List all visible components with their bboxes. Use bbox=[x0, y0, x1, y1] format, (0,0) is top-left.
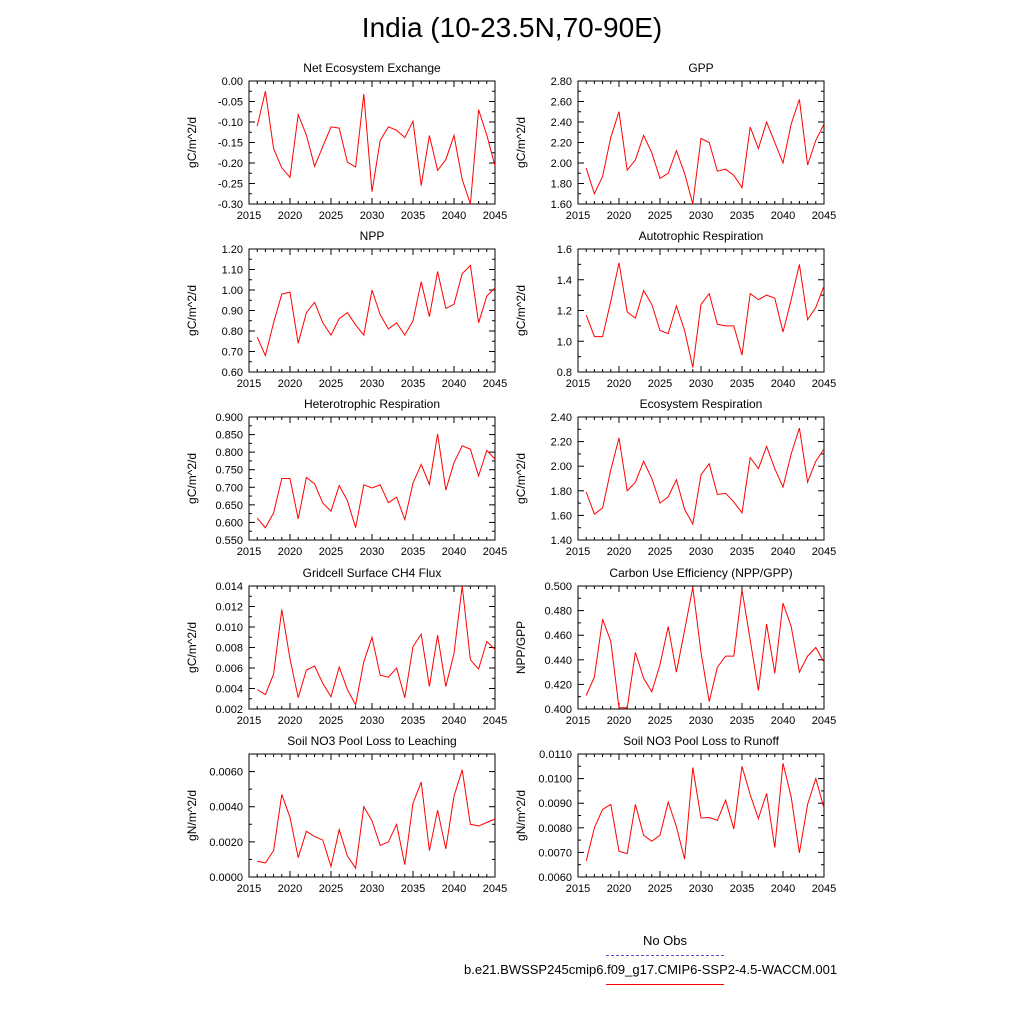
panel-soil-no3-pool-loss-to-leaching-xtick-label: 2045 bbox=[482, 883, 508, 895]
panel-gpp-ytick-label: 2.80 bbox=[550, 76, 572, 88]
panel-gpp-xtick-label: 2025 bbox=[647, 210, 673, 222]
panel-heterotrophic-respiration-xtick-label: 2035 bbox=[400, 546, 426, 558]
panel-npp-title: NPP bbox=[359, 229, 385, 243]
panel-gridcell-surface-ch4-flux-xtick-label: 2035 bbox=[400, 715, 426, 727]
panel-ecosystem-respiration-ytick-label: 1.80 bbox=[550, 485, 572, 498]
panel-gpp-ytick-label: 2.00 bbox=[550, 158, 572, 170]
panel-carbon-use-efficiency-npp-gpp-xtick-label: 2045 bbox=[811, 715, 837, 727]
panel-soil-no3-pool-loss-to-leaching-ylabel: gN/m^2/d bbox=[185, 790, 199, 841]
panel-ecosystem-respiration-ytick-label: 1.40 bbox=[550, 535, 572, 547]
panel-gpp-xtick-label: 2040 bbox=[770, 210, 796, 222]
panel-heterotrophic-respiration-ytick-label: 0.750 bbox=[215, 464, 243, 477]
panel-soil-no3-pool-loss-to-runoff-ytick-label: 0.0110 bbox=[539, 749, 572, 761]
panel-gpp-series-line bbox=[586, 99, 824, 204]
panel-autotrophic-respiration-frame bbox=[578, 249, 824, 372]
panel-soil-no3-pool-loss-to-leaching-ytick-label: 0.0000 bbox=[209, 872, 243, 884]
legend-model-label: b.e21.BWSSP245cmip6.f09_g17.CMIP6-SSP2-4.5-WACCM.001 bbox=[464, 962, 838, 977]
panel-net-ecosystem-exchange-xtick-label: 2020 bbox=[277, 210, 303, 222]
panel-net-ecosystem-exchange-ytick-label: -0.15 bbox=[217, 137, 243, 150]
panel-net-ecosystem-exchange-xtick-label: 2025 bbox=[318, 210, 344, 222]
panel-npp-frame bbox=[249, 249, 495, 372]
panel-autotrophic-respiration-xtick-label: 2045 bbox=[811, 378, 837, 390]
panel-carbon-use-efficiency-npp-gpp-xtick-label: 2030 bbox=[688, 715, 714, 727]
panel-ecosystem-respiration-title: Ecosystem Respiration bbox=[639, 397, 763, 411]
panel-npp-ylabel: gC/m^2/d bbox=[185, 285, 199, 336]
panel-net-ecosystem-exchange-xtick-label: 2035 bbox=[400, 210, 426, 222]
panel-gpp-title: GPP bbox=[688, 61, 714, 75]
panel-soil-no3-pool-loss-to-runoff bbox=[514, 734, 836, 895]
panel-gridcell-surface-ch4-flux-ytick-label: 0.002 bbox=[215, 704, 243, 716]
panel-heterotrophic-respiration-ytick-label: 0.600 bbox=[215, 517, 243, 530]
panel-heterotrophic-respiration-title: Heterotrophic Respiration bbox=[303, 397, 441, 411]
panel-autotrophic-respiration-ytick-label: 1.0 bbox=[556, 336, 572, 349]
panel-soil-no3-pool-loss-to-leaching-series-line bbox=[257, 770, 495, 868]
panel-gridcell-surface-ch4-flux-series-line bbox=[257, 586, 495, 705]
panel-gridcell-surface-ch4-flux-ytick-label: 0.012 bbox=[215, 601, 243, 614]
panel-ecosystem-respiration bbox=[514, 397, 836, 558]
panel-heterotrophic-respiration-ytick-label: 0.900 bbox=[215, 412, 243, 424]
panel-carbon-use-efficiency-npp-gpp-xtick-label: 2040 bbox=[770, 715, 796, 727]
panel-npp-xtick-label: 2035 bbox=[400, 378, 426, 390]
panel-carbon-use-efficiency-npp-gpp-ytick-label: 0.480 bbox=[544, 605, 572, 618]
panel-gpp-ytick-label: 1.60 bbox=[550, 199, 572, 211]
panel-autotrophic-respiration-xtick-label: 2015 bbox=[565, 378, 591, 390]
panel-net-ecosystem-exchange-xtick-label: 2030 bbox=[359, 210, 385, 222]
panel-net-ecosystem-exchange-ytick-label: -0.10 bbox=[217, 117, 243, 129]
panel-carbon-use-efficiency-npp-gpp-ytick-label: 0.420 bbox=[544, 679, 572, 692]
panel-autotrophic-respiration-xtick-label: 2040 bbox=[770, 378, 796, 390]
panel-soil-no3-pool-loss-to-leaching-ytick-label: 0.0020 bbox=[209, 836, 243, 849]
panel-gpp-ytick-label: 2.60 bbox=[550, 96, 572, 109]
panel-net-ecosystem-exchange bbox=[185, 61, 507, 222]
panel-ecosystem-respiration-ytick-label: 1.60 bbox=[550, 510, 572, 523]
panel-soil-no3-pool-loss-to-runoff-title: Soil NO3 Pool Loss to Runoff bbox=[623, 734, 779, 748]
panel-net-ecosystem-exchange-title: Net Ecosystem Exchange bbox=[303, 61, 441, 75]
panel-gpp bbox=[514, 61, 836, 222]
panel-ecosystem-respiration-ytick-label: 2.40 bbox=[550, 412, 572, 424]
panel-ecosystem-respiration-frame bbox=[578, 417, 824, 540]
panel-carbon-use-efficiency-npp-gpp-title: Carbon Use Efficiency (NPP/GPP) bbox=[609, 566, 793, 580]
panel-autotrophic-respiration-ytick-label: 0.8 bbox=[556, 367, 572, 379]
panel-soil-no3-pool-loss-to-runoff-xtick-label: 2015 bbox=[565, 883, 591, 895]
panel-npp-xtick-label: 2040 bbox=[441, 378, 467, 390]
panel-soil-no3-pool-loss-to-leaching-ytick-label: 0.0060 bbox=[209, 766, 243, 779]
panel-npp-ytick-label: 0.60 bbox=[221, 367, 243, 379]
panel-net-ecosystem-exchange-ytick-label: -0.05 bbox=[217, 96, 243, 109]
panel-soil-no3-pool-loss-to-leaching-title: Soil NO3 Pool Loss to Leaching bbox=[287, 734, 457, 748]
panel-autotrophic-respiration-ytick-label: 1.2 bbox=[556, 305, 572, 318]
panel-carbon-use-efficiency-npp-gpp-xtick-label: 2020 bbox=[606, 715, 632, 727]
panel-gridcell-surface-ch4-flux-title: Gridcell Surface CH4 Flux bbox=[302, 566, 442, 580]
panel-gpp-ytick-label: 2.40 bbox=[550, 117, 572, 129]
panel-soil-no3-pool-loss-to-runoff-xtick-label: 2030 bbox=[688, 883, 714, 895]
panel-heterotrophic-respiration-ytick-label: 0.550 bbox=[215, 535, 243, 547]
panel-ecosystem-respiration-xtick-label: 2020 bbox=[606, 546, 632, 558]
panel-heterotrophic-respiration-ytick-label: 0.700 bbox=[215, 482, 243, 495]
panel-gridcell-surface-ch4-flux-xtick-label: 2045 bbox=[482, 715, 508, 727]
panel-soil-no3-pool-loss-to-runoff-series-line bbox=[586, 763, 824, 861]
panel-gridcell-surface-ch4-flux-xtick-label: 2020 bbox=[277, 715, 303, 727]
panel-autotrophic-respiration-xtick-label: 2025 bbox=[647, 378, 673, 390]
figure-title: India (10-23.5N,70-90E) bbox=[361, 12, 663, 43]
panel-gridcell-surface-ch4-flux-ytick-label: 0.006 bbox=[215, 663, 243, 675]
legend-obs-line bbox=[606, 955, 724, 956]
panel-soil-no3-pool-loss-to-leaching-xtick-label: 2020 bbox=[277, 883, 303, 895]
panel-autotrophic-respiration bbox=[514, 229, 836, 390]
panel-soil-no3-pool-loss-to-runoff-xtick-label: 2045 bbox=[811, 883, 837, 895]
panel-ecosystem-respiration-xtick-label: 2040 bbox=[770, 546, 796, 558]
legend-model-line bbox=[606, 984, 724, 985]
panel-carbon-use-efficiency-npp-gpp-frame bbox=[578, 586, 824, 709]
panel-npp-series-line bbox=[257, 265, 495, 355]
panel-soil-no3-pool-loss-to-runoff-xtick-label: 2040 bbox=[770, 883, 796, 895]
panel-autotrophic-respiration-xtick-label: 2035 bbox=[729, 378, 755, 390]
panel-soil-no3-pool-loss-to-runoff-xtick-label: 2025 bbox=[647, 883, 673, 895]
panel-autotrophic-respiration-xtick-label: 2020 bbox=[606, 378, 632, 390]
panel-ecosystem-respiration-xtick-label: 2030 bbox=[688, 546, 714, 558]
panel-gridcell-surface-ch4-flux bbox=[185, 566, 507, 727]
panel-gridcell-surface-ch4-flux-xtick-label: 2030 bbox=[359, 715, 385, 727]
panel-heterotrophic-respiration-xtick-label: 2025 bbox=[318, 546, 344, 558]
panel-carbon-use-efficiency-npp-gpp-ytick-label: 0.440 bbox=[544, 654, 572, 667]
panel-heterotrophic-respiration-xtick-label: 2030 bbox=[359, 546, 385, 558]
panel-autotrophic-respiration-title: Autotrophic Respiration bbox=[638, 229, 764, 243]
panel-gridcell-surface-ch4-flux-ytick-label: 0.008 bbox=[215, 642, 243, 655]
panel-ecosystem-respiration-xtick-label: 2025 bbox=[647, 546, 673, 558]
panel-ecosystem-respiration-xtick-label: 2045 bbox=[811, 546, 837, 558]
panel-npp-xtick-label: 2030 bbox=[359, 378, 385, 390]
panel-soil-no3-pool-loss-to-runoff-xtick-label: 2035 bbox=[729, 883, 755, 895]
panel-soil-no3-pool-loss-to-runoff-xtick-label: 2020 bbox=[606, 883, 632, 895]
panel-npp-xtick-label: 2020 bbox=[277, 378, 303, 390]
panel-net-ecosystem-exchange-xtick-label: 2015 bbox=[236, 210, 262, 222]
panel-heterotrophic-respiration-ylabel: gC/m^2/d bbox=[185, 453, 199, 504]
panel-heterotrophic-respiration-ytick-label: 0.850 bbox=[215, 429, 243, 442]
panel-carbon-use-efficiency-npp-gpp-xtick-label: 2025 bbox=[647, 715, 673, 727]
panel-soil-no3-pool-loss-to-runoff-ytick-label: 0.0060 bbox=[538, 872, 572, 884]
panel-gridcell-surface-ch4-flux-xtick-label: 2025 bbox=[318, 715, 344, 727]
panel-ecosystem-respiration-ytick-label: 2.00 bbox=[550, 461, 572, 474]
panel-gpp-xtick-label: 2015 bbox=[565, 210, 591, 222]
panel-gridcell-surface-ch4-flux-ytick-label: 0.010 bbox=[215, 622, 243, 634]
panel-carbon-use-efficiency-npp-gpp-ytick-label: 0.500 bbox=[544, 581, 572, 593]
panel-soil-no3-pool-loss-to-runoff-ytick-label: 0.0090 bbox=[538, 798, 572, 811]
panel-ecosystem-respiration-ylabel: gC/m^2/d bbox=[514, 453, 528, 504]
panel-gridcell-surface-ch4-flux-ytick-label: 0.014 bbox=[215, 581, 243, 593]
panel-net-ecosystem-exchange-xtick-label: 2045 bbox=[482, 210, 508, 222]
panel-npp bbox=[185, 229, 507, 390]
panel-soil-no3-pool-loss-to-leaching-xtick-label: 2035 bbox=[400, 883, 426, 895]
panel-gridcell-surface-ch4-flux-xtick-label: 2040 bbox=[441, 715, 467, 727]
panel-npp-xtick-label: 2015 bbox=[236, 378, 262, 390]
panel-heterotrophic-respiration bbox=[185, 397, 507, 558]
panel-net-ecosystem-exchange-frame bbox=[249, 81, 495, 204]
panel-gpp-xtick-label: 2030 bbox=[688, 210, 714, 222]
panel-net-ecosystem-exchange-ytick-label: -0.20 bbox=[217, 158, 243, 170]
panel-heterotrophic-respiration-series-line bbox=[257, 434, 495, 528]
panel-gpp-xtick-label: 2020 bbox=[606, 210, 632, 222]
panel-carbon-use-efficiency-npp-gpp-ylabel: NPP/GPP bbox=[514, 620, 528, 675]
panel-autotrophic-respiration-ylabel: gC/m^2/d bbox=[514, 285, 528, 336]
panel-autotrophic-respiration-xtick-label: 2030 bbox=[688, 378, 714, 390]
panel-npp-ytick-label: 1.00 bbox=[221, 285, 243, 297]
panel-net-ecosystem-exchange-ytick-label: -0.25 bbox=[217, 178, 243, 191]
panel-npp-ytick-label: 0.90 bbox=[221, 305, 243, 318]
panel-soil-no3-pool-loss-to-leaching-ytick-label: 0.0040 bbox=[209, 801, 243, 814]
panel-ecosystem-respiration-series-line bbox=[586, 428, 824, 524]
panel-gridcell-surface-ch4-flux-frame bbox=[249, 586, 495, 709]
panel-npp-ytick-label: 0.70 bbox=[221, 346, 243, 359]
panel-gpp-ytick-label: 1.80 bbox=[550, 178, 572, 191]
panel-carbon-use-efficiency-npp-gpp-series-line bbox=[586, 587, 824, 708]
panel-soil-no3-pool-loss-to-leaching bbox=[185, 734, 507, 895]
panel-gridcell-surface-ch4-flux-ylabel: gC/m^2/d bbox=[185, 622, 199, 673]
panel-heterotrophic-respiration-xtick-label: 2040 bbox=[441, 546, 467, 558]
panel-heterotrophic-respiration-ytick-label: 0.650 bbox=[215, 499, 243, 512]
panel-carbon-use-efficiency-npp-gpp bbox=[514, 566, 836, 727]
panel-ecosystem-respiration-xtick-label: 2015 bbox=[565, 546, 591, 558]
panel-autotrophic-respiration-ytick-label: 1.4 bbox=[556, 274, 572, 287]
panel-net-ecosystem-exchange-ytick-label: -0.30 bbox=[217, 199, 243, 211]
panel-soil-no3-pool-loss-to-leaching-xtick-label: 2025 bbox=[318, 883, 344, 895]
panel-soil-no3-pool-loss-to-leaching-frame bbox=[249, 754, 495, 877]
panel-heterotrophic-respiration-ytick-label: 0.800 bbox=[215, 447, 243, 460]
panel-ecosystem-respiration-ytick-label: 2.20 bbox=[550, 436, 572, 449]
panel-soil-no3-pool-loss-to-runoff-ytick-label: 0.0070 bbox=[538, 847, 572, 860]
panel-heterotrophic-respiration-xtick-label: 2015 bbox=[236, 546, 262, 558]
panel-npp-xtick-label: 2045 bbox=[482, 378, 508, 390]
panel-autotrophic-respiration-ytick-label: 1.6 bbox=[556, 244, 572, 256]
panel-carbon-use-efficiency-npp-gpp-xtick-label: 2035 bbox=[729, 715, 755, 727]
panel-carbon-use-efficiency-npp-gpp-ytick-label: 0.400 bbox=[544, 704, 572, 716]
panel-net-ecosystem-exchange-ytick-label: 0.00 bbox=[221, 76, 243, 88]
panel-autotrophic-respiration-series-line bbox=[586, 263, 824, 368]
panel-heterotrophic-respiration-xtick-label: 2045 bbox=[482, 546, 508, 558]
panel-soil-no3-pool-loss-to-leaching-xtick-label: 2015 bbox=[236, 883, 262, 895]
panel-carbon-use-efficiency-npp-gpp-xtick-label: 2015 bbox=[565, 715, 591, 727]
panel-net-ecosystem-exchange-ylabel: gC/m^2/d bbox=[185, 117, 199, 168]
panel-npp-ytick-label: 1.20 bbox=[221, 244, 243, 256]
panel-ecosystem-respiration-xtick-label: 2035 bbox=[729, 546, 755, 558]
panel-net-ecosystem-exchange-xtick-label: 2040 bbox=[441, 210, 467, 222]
panel-net-ecosystem-exchange-series-line bbox=[257, 91, 495, 204]
panel-carbon-use-efficiency-npp-gpp-ytick-label: 0.460 bbox=[544, 630, 572, 643]
panel-gpp-ytick-label: 2.20 bbox=[550, 137, 572, 150]
panel-gpp-xtick-label: 2045 bbox=[811, 210, 837, 222]
legend-obs-label: No Obs bbox=[642, 933, 688, 948]
panel-heterotrophic-respiration-xtick-label: 2020 bbox=[277, 546, 303, 558]
panel-npp-xtick-label: 2025 bbox=[318, 378, 344, 390]
panel-gpp-ylabel: gC/m^2/d bbox=[514, 117, 528, 168]
panel-soil-no3-pool-loss-to-leaching-xtick-label: 2030 bbox=[359, 883, 385, 895]
panel-soil-no3-pool-loss-to-runoff-ytick-label: 0.0100 bbox=[538, 773, 572, 786]
panel-soil-no3-pool-loss-to-runoff-ylabel: gN/m^2/d bbox=[514, 790, 528, 841]
panel-gridcell-surface-ch4-flux-ytick-label: 0.004 bbox=[215, 683, 243, 696]
panel-soil-no3-pool-loss-to-runoff-ytick-label: 0.0080 bbox=[538, 822, 572, 835]
panel-soil-no3-pool-loss-to-leaching-xtick-label: 2040 bbox=[441, 883, 467, 895]
panel-gpp-xtick-label: 2035 bbox=[729, 210, 755, 222]
panel-npp-ytick-label: 1.10 bbox=[221, 264, 243, 277]
panel-npp-ytick-label: 0.80 bbox=[221, 326, 243, 338]
panel-gridcell-surface-ch4-flux-xtick-label: 2015 bbox=[236, 715, 262, 727]
